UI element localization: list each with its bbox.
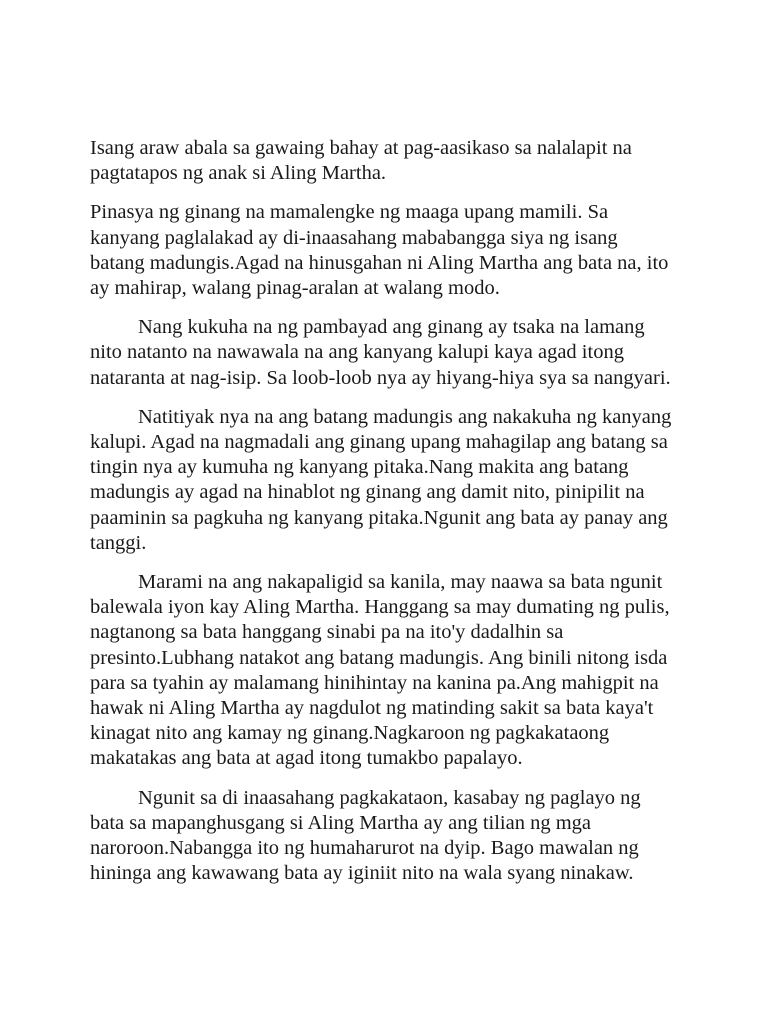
text-line: hawak ni Aling Martha ay nagdulot ng matinding sakit sa bata kaya't: [90, 697, 654, 720]
text-line: bata sa mapanghusgang si Aling Martha ay ang tilian ng mga: [90, 811, 591, 834]
text-line: balewala iyon kay Aling Martha. Hanggang sa may dumating ng pulis,: [90, 596, 670, 619]
document-body: [90, 136, 690, 900]
text-line: kinagat nito ang kamay ng ginang.Nagkaroon ng pagkakataong: [90, 722, 610, 745]
text-line: nagtanong sa bata hanggang sinabi pa na ito'y dadalhin sa: [90, 621, 564, 644]
text-line: batang madungis.Agad na hinusgahan ni Aling Martha ang bata na, ito: [90, 251, 669, 274]
text-line: Marami na ang nakapaligid sa kanila, may naawa sa bata ngunit: [138, 571, 663, 594]
paragraph-3: [90, 315, 690, 391]
paragraph-1: [90, 136, 690, 186]
text-line: hininga ang kawawang bata ay iginiit nito na wala syang ninakaw.: [90, 862, 634, 885]
text-line: nito natanto na nawawala na ang kanyang kalupi kaya agad itong: [90, 341, 624, 364]
text-line: ay mahirap, walang pinag-aralan at walang modo.: [90, 277, 500, 300]
paragraph-4: [90, 405, 690, 556]
text-line: tanggi.: [90, 531, 147, 554]
text-line: naroroon.Nabangga ito ng humaharurot na dyip. Bago mawalan ng: [90, 837, 639, 860]
text-line: nataranta at nag-isip. Sa loob-loob nya ay hiyang-hiya sya sa nangyari.: [90, 366, 671, 389]
text-line: Natitiyak nya na ang batang madungis ang nakakuha ng kanyang: [138, 405, 672, 428]
text-line: pagtatapos ng anak si Aling Martha.: [90, 162, 387, 185]
text-line: kanyang paglalakad ay di-inaasahang mababangga siya ng isang: [90, 226, 618, 249]
text-line: makatakas ang bata at agad itong tumakbo papalayo.: [90, 747, 523, 770]
text-line: tingin nya ay kumuha ng kanyang pitaka.Nang makita ang batang: [90, 456, 629, 479]
paragraph-5: [90, 570, 690, 772]
paragraph-2: [90, 200, 690, 301]
text-line: madungis ay agad na hinablot ng ginang ang damit nito, pinipilit na: [90, 481, 645, 504]
text-line: para sa tyahin ay malamang hinihintay na kanina pa.Ang mahigpit na: [90, 671, 659, 694]
text-line: paaminin sa pagkuha ng kanyang pitaka.Ngunit ang bata ay panay ang: [90, 506, 668, 529]
text-line: presinto.Lubhang natakot ang batang madungis. Ang binili nitong isda: [90, 646, 668, 669]
text-line: Ngunit sa di inaasahang pagkakataon, kasabay ng paglayo ng: [138, 786, 641, 809]
text-line: Nang kukuha na ng pambayad ang ginang ay tsaka na lamang: [138, 316, 645, 339]
paragraph-6: [90, 786, 690, 887]
text-line: kalupi. Agad na nagmadali ang ginang upang mahagilap ang batang sa: [90, 431, 668, 454]
text-line: Isang araw abala sa gawaing bahay at pag-aasikaso sa nalalapit na: [90, 137, 632, 159]
text-line: Pinasya ng ginang na mamalengke ng maaga upang mamili. Sa: [90, 201, 609, 224]
